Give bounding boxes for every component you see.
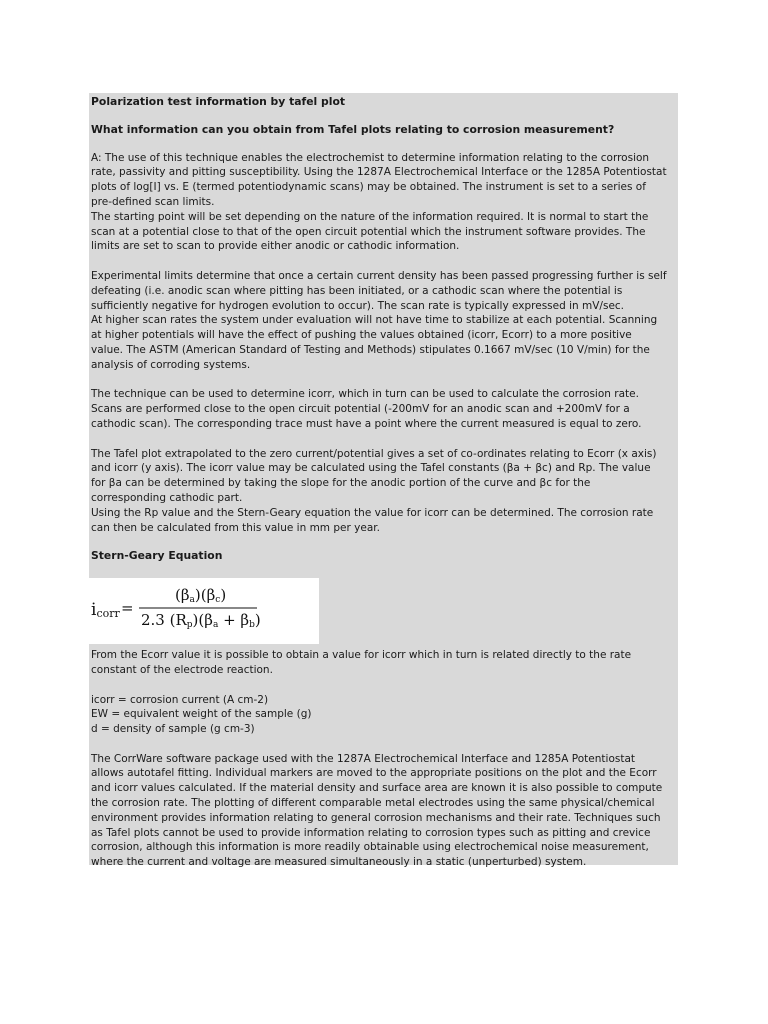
equation-denominator: 2.3 (Rp)(βa + βb) bbox=[141, 611, 261, 631]
text-line: where the current and voltage are measured simultaneously in a static (unperturbed) system. bbox=[91, 856, 587, 869]
paragraph-gap bbox=[91, 373, 676, 388]
text-line: analysis of corroding systems. bbox=[91, 358, 251, 371]
text-line: as Tafel plots cannot be used to provide information relating to corrosion types such as pitting and crevice bbox=[91, 826, 651, 839]
paragraph-gap bbox=[91, 432, 676, 447]
text-line: environment provides information relating to general corrosion mechanisms and their rate. Techniques such bbox=[91, 811, 661, 824]
text-line: for βa can be determined by taking the slope for the anodic portion of the curve and βc for the bbox=[91, 477, 591, 490]
text-line: and icorr values calculated. If the material density and surface area are known it is also possible to compute bbox=[91, 782, 663, 795]
text-line: limits are set to scan to provide either anodic or cathodic information. bbox=[91, 240, 460, 253]
paragraph-gap bbox=[91, 254, 676, 269]
equation-numerator: (βa)(βc) bbox=[175, 586, 227, 606]
text-line: A: The use of this technique enables the electrochemist to determine information relating to the corrosion bbox=[91, 151, 650, 164]
text-line: The starting point will be set depending on the nature of the information required. It is normal to start the bbox=[91, 210, 649, 223]
stern-geary-equation-image bbox=[89, 578, 319, 644]
text-line: At higher scan rates the system under evaluation will not have time to stabilize at each potential. Scanning bbox=[91, 314, 658, 327]
text-line: and icorr (y axis). The icorr value may be calculated using the Tafel constants (βa + βc) and Rp. The value bbox=[91, 462, 651, 475]
text-line: The Tafel plot extrapolated to the zero current/potential gives a set of co-ordinates relating to Ecorr (x axis) bbox=[91, 447, 657, 460]
definition-item: icorr = corrosion current (A cm-2) bbox=[91, 693, 269, 706]
paragraph-block-1 bbox=[91, 151, 676, 255]
paragraph-gap bbox=[91, 737, 676, 752]
text-line: allows autotafel fitting. Individual markers are moved to the appropriate positions on the plot and the Ecorr bbox=[91, 767, 657, 780]
text-line: defeating (i.e. anodic scan where pitting has been initiated, or a cathodic scan where the potential is bbox=[91, 284, 623, 297]
text-line: Experimental limits determine that once a certain current density has been passed progressing further is self bbox=[91, 269, 667, 282]
definitions-list bbox=[91, 693, 676, 737]
text-line: scan at a potential close to that of the open circuit potential which the instrument software provides. The bbox=[91, 225, 646, 238]
definition-item: EW = equivalent weight of the sample (g) bbox=[91, 708, 312, 721]
paragraph-block-5 bbox=[91, 648, 676, 678]
text-line: corrosion, although this information is more readily obtainable using electrochemical noise measurement, bbox=[91, 841, 649, 854]
text-line: Using the Rp value and the Stern-Geary equation the value for icorr can be determined. The corrosion rate bbox=[91, 506, 654, 519]
text-line: The technique can be used to determine icorr, which in turn can be used to calculate the corrosion rate. bbox=[91, 388, 639, 401]
text-line: sufficiently negative for hydrogen evolution to occur). The scan rate is typically expressed in mV/sec. bbox=[91, 299, 625, 312]
equation-heading: Stern-Geary Equation bbox=[91, 549, 223, 563]
text-line: constant of the electrode reaction. bbox=[91, 663, 273, 676]
paragraph-block-6 bbox=[91, 752, 676, 870]
question-heading: What information can you obtain from Tafel plots relating to corrosion measurement? bbox=[91, 122, 615, 136]
equation-lhs: icorr bbox=[91, 600, 120, 621]
text-line: corresponding cathodic part. bbox=[91, 491, 243, 504]
equation-svg bbox=[89, 578, 319, 644]
equation-equals: = bbox=[121, 599, 134, 618]
paragraph-block-4 bbox=[91, 447, 676, 536]
text-line: at higher potentials will have the effect of pushing the values obtained (icorr, Ecorr) to a more positive bbox=[91, 329, 632, 342]
paragraph-gap bbox=[91, 678, 676, 693]
text-line: From the Ecorr value it is possible to obtain a value for icorr which in turn is related directly to the rate bbox=[91, 649, 632, 662]
definition-item: d = density of sample (g cm-3) bbox=[91, 723, 255, 736]
text-line: The CorrWare software package used with the 1287A Electrochemical Interface and 1285A Potentiostat bbox=[91, 752, 636, 765]
document-page bbox=[89, 93, 678, 869]
paragraph-block-2 bbox=[91, 269, 676, 373]
paragraph-block-3 bbox=[91, 387, 676, 431]
text-line: pre-defined scan limits. bbox=[91, 195, 215, 208]
text-line: cathodic scan). The corresponding trace must have a point where the current measured is equal to zero. bbox=[91, 417, 642, 430]
document-title: Polarization test information by tafel plot bbox=[91, 95, 346, 108]
text-line: rate, passivity and pitting susceptibility. Using the 1287A Electrochemical Interface or the 1285A Potentiostat bbox=[91, 166, 667, 179]
text-line: Scans are performed close to the open circuit potential (-200mV for an anodic scan and +200mV for a bbox=[91, 403, 630, 416]
text-line: can then be calculated from this value in mm per year. bbox=[91, 521, 380, 534]
text-line: the corrosion rate. The plotting of different comparable metal electrodes using the same physical/chemical bbox=[91, 797, 655, 810]
text-line: value. The ASTM (American Standard of Testing and Methods) stipulates 0.1667 mV/sec (10 V/min) for the bbox=[91, 343, 650, 356]
text-line: plots of log[I] vs. E (termed potentiodynamic scans) may be obtained. The instrument is set to a series of bbox=[91, 181, 646, 194]
